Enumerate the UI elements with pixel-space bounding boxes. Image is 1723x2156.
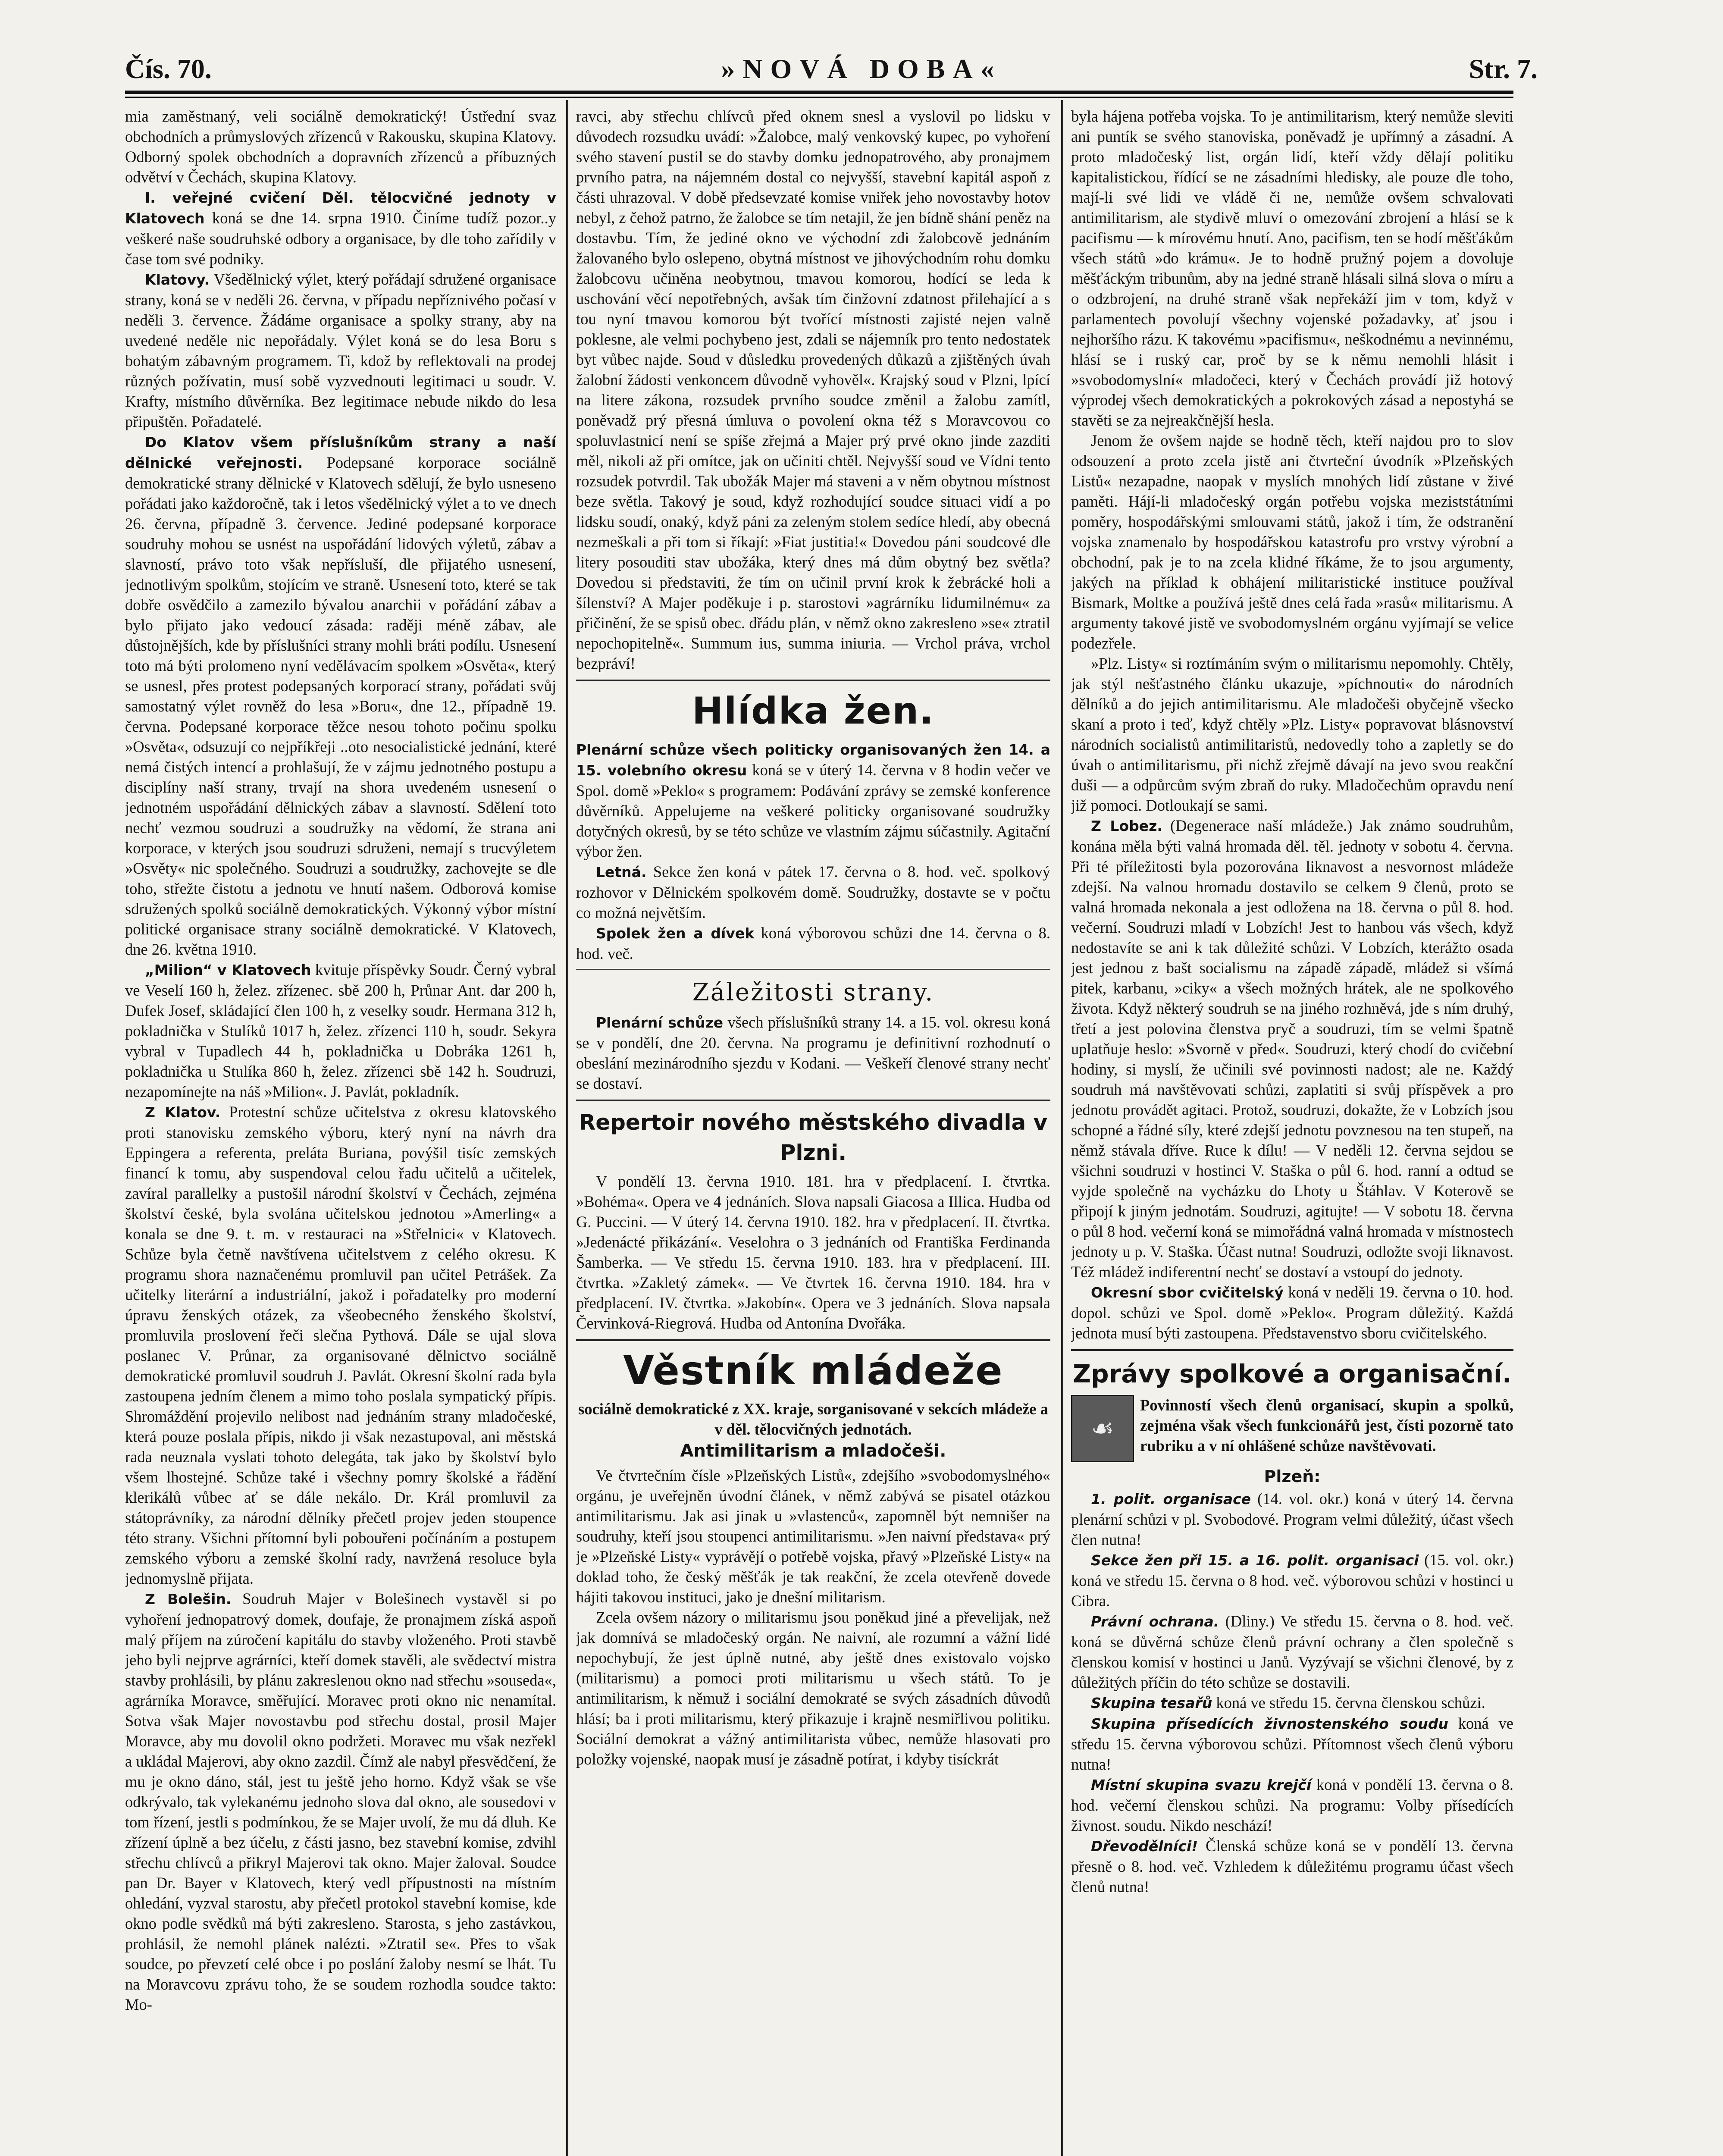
article-title-antimilitarism: Antimilitarism a mladočeši. (680, 1441, 946, 1461)
column-1 (125, 106, 556, 2156)
masthead-title: »NOVÁ DOBA« (721, 53, 1002, 84)
article-lead: Z Klatov. (145, 1104, 221, 1121)
hlidka-item-3-lead: Spolek žen a dívek (596, 925, 755, 942)
spolkove-item-text: koná ve středu 15. června výborovou schůzi. Přítomnost všech členů výboru nutna! (1071, 1714, 1513, 1773)
vestnik-subtitle: sociálně demokratické z XX. kraje, sorganisované v sekcích mládeže a v děl. tělocvičných jednotách. (578, 1400, 1048, 1438)
article-lead: Z Lobez. (1091, 818, 1162, 834)
article-paragraph (1071, 1282, 1513, 1343)
spolkove-item-lead: Dřevodělníci! (1091, 1838, 1198, 1855)
article-text: mia zaměstnaný, veli sociálně demokratický! Ústřední svaz obchodních a průmyslových zřízenců v Rakousku, skupina Klatovy. Odborný spolek obchodních a dopravních zřízenců a příbuzných odvětví v Čechách, skupina Klatovy. (125, 107, 556, 186)
spolkove-intro-block (1071, 1395, 1513, 1462)
article-paragraph (125, 187, 556, 269)
article-text: Všedělnický výlet, který pořádají sdružené organisace strany, koná se v neděli 26. června, v případu nepříznivého počasí v neděli 3. července. Žádáme organisace a spolky strany, aby na uvedené neděle nic nepořádaly. Výlet koná se do lesa Boru s bohatým zábavným programem. Ti, kdož by reflektovali na prodej různých požívatin, musí sobě vyzvednouti legitimaci u soudr. V. Krafty, místního důvěrníka. Bez legitimace nebude nikdo do lesa připuštěn. Pořadatelé. (125, 270, 556, 430)
zalezitosti-item (576, 1012, 1050, 1094)
hlidka-item-1-lead: Plenární schůze všech politicky organisovaných žen 14. a 15. volebního okresu (576, 741, 1050, 779)
article-text: ravci, aby střechu chlívců před oknem snesl a vyslovil po lidsku v důvodech rozsudku uvádí: »Žalobce, malý venkovský kupec, po vyhoření svého stavení pustil se do stavby domku jednopatrového, aby pronajmem prvního patra, na nájemném dostal co nejvyšší, stavební kapitál aspoň z části uhrazoval. V době předsevzaté komise vniřek jeho novostavby hotov nebyl, z čehož patrno, že žalobce se tím netajil, že jen bídně shání peněz na dostavbu. Tím, že jediné okno ve východní zdi žalobcově jednáním žalovaného bylo oslepeno, obytná místnost ve jihovýchodním rohu domku žalobcovu učiněna neobytnou, tmavou komorou, hodící se leda k uschování věcí nepotřebných, avšak tím činžovní zdatnost přilehající a s tou nyní tmavou komorou být tvořící místnosti zajisté nejen valně poklesne, ale velmi pochybeno jest, zdali se nájemník pro tento nedostatek byt vůbec najde. Soud v důsledku provedených důkazů a zjištěných úvah žalobní žádosti venkoncem důvodně vyhověl«. Krajský soud v Plzni, lpící na litere zákona, rozsudek prvního soudce změnil a žalobu zamítl, poněvadž prý přesná úmluva o povolení okna též s Moravcovou co spoluvlastnicí není se spíše zřejmá a Majer prý prvé okno jinde zazditi měl, nikoli až při omítce, jak on učiniti chtěl. Nejvyšší soud ve Vídni tento rozsudek potvrdil. Tak ubožák Majer má staveni a v něm obytnou místnost beze světla. Takový je soud, když rozhodující soudce situaci vidí a po lidsku soudí, onaký, když páni za zeleným stolem sedíce hledí, aby obecná nezmeškali a při tom si říkají: »Fiat justitia!« Dovedou páni soudcové dle litery posouditi stav ubožáka, který dnes má dům obytný bez světla? Dovedou si představiti, že tím on učinil první krok k žebrácké holi a šílenství? A Majer poděkuje i p. starostovi »agrárníku lidumilnému« za přičinění, že se spisů obec. dřádu plán, v němž okno zakresleno »se« ztratil nepochopitelně«. Summum ius, summa iniuria. — Vrchol práva, vrchol bezpráví! (576, 107, 1050, 672)
city-heading: Plzeň: (1264, 1467, 1321, 1486)
hlidka-item-3-text: koná výborovou schůzi dne 14. června o 8. hod. več. (576, 924, 1050, 962)
emblem-icon: ☙ (1091, 1413, 1114, 1444)
spolkove-item-text: koná v pondělí 13. června o 8. hod. večerní členskou schůzi. Na programu: Volby přísedících živnost. soudu. Nikdo neschází! (1071, 1776, 1513, 1834)
section-rule (1071, 1349, 1513, 1351)
article-lead: I. veřejné cvičení Děl. tělocvičné jednoty v Klatovech (125, 189, 556, 227)
spolkove-item-text: (Dliny.) Ve středu 15. června o 8. hod. več. koná se důvěrná schůze členů právní ochrany a člen společně s členskou komisí v hostinci u Janů. Vyzývají se všichni členové, by z důležitých příčin do této schůze se dostavili. (1071, 1612, 1513, 1691)
column-divider-1 (566, 100, 568, 2156)
page-number: Str. 7. (1469, 53, 1538, 84)
article-paragraph (576, 106, 1050, 674)
article-paragraph (125, 432, 556, 959)
article-text: koná se dne 14. srpna 1910. Činíme tudíž pozor..y veškeré naše soudruhské odbory a organisace, by dle toho zařídily v čase tom své podniky. (125, 209, 556, 268)
spolkove-item-text: (15. vol. okr.) koná ve středu 15. června o 8 hod. več. výborovou schůzi v hostinci u Cibra. (1071, 1551, 1513, 1610)
article-text: koná v neděli 19. června o 10. hod. dopol. schůzi ve Spol. domě »Peklo«. Program důležitý. Každá jednota musí býti zastoupena. Představenstvo sboru cvičitelského. (1071, 1283, 1513, 1342)
zalezitosti-lead: Plenární schůze (596, 1014, 724, 1031)
article-paragraph (1071, 106, 1513, 430)
hlidka-item-1-text: koná se v úterý 14. června v 8 hodin večer ve Spol. domě »Peklo« s programem: Podávání zprávy se zemské konference důvěrníků. Appelujeme na veškeré politicky organisované soudružky dotyčných okresů, by se této schůze ve vlastním zájmu súčastnily. Agitační výbor žen. (576, 761, 1050, 860)
spolkove-items (1071, 1489, 1513, 1897)
article-paragraph (125, 106, 556, 187)
article-paragraph (125, 1589, 556, 2015)
spolkove-item-text: Členská schůze koná se v pondělí 13. června přesně o 8. hod. več. Vzhledem k důležitému programu účast všech členů nutna! (1071, 1837, 1513, 1896)
hlidka-item-1 (576, 739, 1050, 862)
spolkove-item-lead: Skupina přísedících živnostenského soudu (1091, 1715, 1448, 1732)
section-rule (576, 680, 1050, 681)
article-text: Jenom že ovšem najde se hodně těch, kteří najdou pro to slov odsouzení a proto zcela jistě ani čtvrteční úvodník »Plzeňských Listů« nezapadne, naopak v myslích mnohých lidí zůstane v živé paměti. Hájí-li mladočeský orgán potřebu vojska meziststátními poměry, hospodářskými smlouvami států, jakož i tím, že odstranění vojska znamenalo by hospodářskou katastrofu pro vrstvy výrobní a obchodní, pak je to na zcela klidné říkáme, že to jsou argumenty, jakých na příklad k obhájení militaristické instituce používal Bismark, Moltke a používá ještě dnes celá řada »rasů« militarismu. A argumenty takové jistě ve svobodomyslném orgánu vyjímají se velice podezřele. (1071, 432, 1513, 652)
spolkove-intro: Povinností všech členů organisací, skupin a spolků, zejména však všech funkcionářů jest, čísti pozorně tato rubriku a v ní ohlášené schůze navštěvovati. (1140, 1396, 1513, 1454)
section-rule (576, 1100, 1050, 1101)
issue-number: Čís. 70. (125, 53, 212, 84)
article-paragraph (125, 1102, 556, 1589)
article-paragraph (1071, 815, 1513, 1282)
repertoir-text: V pondělí 13. června 1910. 181. hra v předplacení. I. čtvrtka. »Bohéma«. Opera ve 4 jednáních. Slova napsali Giacosa a Illica. Hudba od G. Puccini. — V úterý 14. června 1910. 182. hra v předplacení. II. čtvrtka. »Jedenácté přikázání«. Veselohra o 3 jednáních od Františka Ferdinanda Šamberka. — Ve středu 15. června 1910. 183. hra v předplacení. III. čtvrtka. »Zakletý zámek«. — Ve čtvrtek 16. června 1910. 184. hra v předplacení. IV. čtvrtka. »Jakobín«. Opera ve 3 jednáních. Slova napsala Červinková-Riegrová. Hudba od Antonína Dvořáka. (576, 1172, 1050, 1332)
zalezitosti-text: všech příslušníků strany 14. a 15. vol. okresu koná se v pondělí, dne 20. června. Na programu je definitivní rozhodnutí o obeslání mezinárodního sjezdu v Kodani. — Veškeří členové strany nechť se dostaví. (576, 1013, 1050, 1092)
article-text: Soudruh Majer v Bolešinech vystavěl si po vyhoření jednopatrový domek, doufaje, že pronajmem získá aspoň malý příjem na zúročení kapitálu do stavby vloženého. Proti stavbě jeho byli nejprve agrárníci, kteří domek stavěli, ale svědectví mistra stavby prohlásili, by plánu zakreslenou okno nad střechu »souseda«, agrárníka Moravce, směřující. Moravec proti okno nic nenamítal. Sotva však Majer novostavbu pod střechu dostal, prosil Majer Moravce, aby mu dovolil okno podržeti. Moravec mu však nezřekl a ukládal Majerovi, aby okno zazdil. Čímž ale nabyl přesvědčení, že mu je okno dáno, stál, jest tu ještě jeho horno. Když však se vše odkrývalo, tak vylekanému jednoho slova dal okno, ale sousedovi v tom řízení, jestli s podmínkou, že se Majer uvolí, že mu dá dluh. Ke zřízení úplně a bez účelu, z části jasno, bez stavební komise, zdvihl střechu chlívců a přikryl Majerovi tak okno. Majer žaloval. Soudce pan Dr. Bayer v Klatovech, který vedl přípustnosti na místním ohledání, vyzval starostu, aby přečetl protokol stavební komise, kde okno podle svědků má býti zakresleno. Starosta, s jeho zastávkou, prohlásil, že nemohl plánek nalézti. »Ztratil se«. Přes to však soudce, po převzetí celé obce i po poslání žaloby nesmí se lhát. Tu na Moravcovu zprávu toho, že se soudem rozhodla soudce takto: Mo- (125, 1590, 556, 2013)
spolkove-item (1071, 1836, 1513, 1897)
article-paragraph (1071, 430, 1513, 653)
emblem-image (1071, 1395, 1134, 1462)
section-heading-spolkove: Zprávy spolkové a organisační. (1073, 1359, 1512, 1388)
column-divider-2 (1061, 100, 1063, 2156)
vestnik-text-2: Zcela ovšem názory o militarismu jsou poněkud jiné a převelijak, než jak domnívá se mladočeský orgán. Ne naivní, ale rozumní a vážní lidé nepochybují, že jest úplně nutné, aby ještě dnes existovalo vojsko (militarismu) a pomoci proti militarismu u všech států. To je antimilitarism, k němuž i sociální demokraté se svých zásadních důvodů hlásí; ba i proti militarismu, který přikazuje i krajně nesmiřlivou politiku. Sociální demokrat a vážný antimilitarista vůbec, nemůže hlasovati pro položky vojenské, naopak musí je zásadně potírat, i kdyby tisíckrát (576, 1608, 1050, 1768)
hlidka-item-2 (576, 862, 1050, 923)
spolkove-item (1071, 1611, 1513, 1692)
article-text: kvituje příspěvky Soudr. Černý vybral ve Veselí 160 h, želez. zřízenec. sbě 200 h, Průnar Ant. dar 200 h, Dufek Josef, skládající člen 100 h, z veselky soudr. Hermana 312 h, pokladnička v Stulíků 1017 h, želez. zřízenci 110 h, soudr. Sekyra vybral v Tupadlech 44 h, pokladnička u Dobráka 1261 h, pokladnička u Stulíka 860 h, želez. zřízenci sbě 142 h. Soudruzi, nezapomínejte na náš »Milion«. J. Pavlát, pokladník. (125, 961, 556, 1100)
article-text: byla hájena potřeba vojska. To je antimilitarism, který nemůže sleviti ani puntík se svého stanoviska, poněvadž je upřímný a zásadní. A proto mladočeský list, orgán lidí, kteří vždy dělají politiku kapitalistickou, řídící se ne zásadními hledisky, ale pouze dle toho, mají-li své lidi ve vládě či ne, nemůže ovšem schvalovati antimilitarism, ale stydivě mluví o omezování zbrojení a hlásí se k pacifismu — k mírovému hnutí. Ano, pacifism, ten se hodí měšťákům všech států »do krámu«. Je to hodně pružný pojem a dovoluje měšťáckým tribunům, aby na jedné straně hlásali silná slova o míru a o odzbrojení, na druhé straně však nepřekáží jim v tom, když v parlamentech povolují všechny vojenské požadavky, ať jsou i nejhoršího rázu. K takovému »pacifismu«, neškodnému a nevinnému, hlásí se i ruský car, proč by se k němu nemohli hlásit i »svobodomyslní« mladočeci, který v Čechách provádí již hotový výprodej všech demokratických a pokrokových zásad a nepostyhá se stavěti se za nejreakčnější hesla. (1071, 107, 1513, 429)
section-rule (576, 1339, 1050, 1341)
spolkove-item (1071, 1774, 1513, 1836)
spolkove-item-lead: Místní skupina svazu krejčí (1091, 1777, 1312, 1793)
article-paragraph (1071, 653, 1513, 815)
header-rule-thick (125, 91, 1513, 94)
article-text: »Plz. Listy« si roztímáním svým o militarismu nepomohly. Chtěly, jak stýl nešťastného článku ukazuje, »píchnouti« do národních dělníků a do jejich antimilitarismu. Ale mladočeši obyčejně všecko skaní a proto i teď, když chtěly »Plz. Listy« popravovat blásnovství národních socialistů antimilitaristů, nedovedly toho a zapletly se do úvah o antimilitarismu, při nichž zřejmě dávají na jevo svou reakční duši — a odpůrcům svým zbraň do ruky. Mladočechům opravdu není již pomoci. Dotloukají se sami. (1071, 655, 1513, 814)
spolkove-item (1071, 1713, 1513, 1774)
spolkove-item-lead: Skupina tesařů (1091, 1695, 1212, 1711)
article-lead: Okresní sbor cvičitelský (1091, 1284, 1284, 1301)
article-paragraph (125, 269, 556, 432)
column-3-articles (1071, 106, 1513, 1343)
article-lead: Z Bolešin. (145, 1591, 232, 1608)
article-paragraph (125, 959, 556, 1102)
column-2 (576, 106, 1050, 2156)
column-3 (1071, 106, 1513, 2156)
spolkove-item (1071, 1550, 1513, 1611)
article-text: Protestní schůze učitelstva z okresu klatovského proti stanovisku zemského výboru, který nyní na návrh dra Eppingera a referenta, preláta Buriana, povýšil tisíc zemských financí k tomu, aby suspendoval celou řadu učitelů a učitelek, zavíral parallelky a pustošil národní školství v Čechách, zejména školství české, byla svolána učitelskou jednotou »Amerling« a konala se dne 9. t. m. v restauraci na »Střelnici« v Klatovech. Schůze byla četně navštívena učitelstvem z celého okresu. K programu shora naznačenému promluvil pan učitel Petrášek. Za učitelky literární a industriální, jakož i pořadatelky pro moderní úpravu ženských otázek, za všeobecného ženského školství, promluvila proslovení řeči slečna Pythová. Dále se ujal slova poslanec V. Průnar, za organisované dělnictvo sociálně demokratické promluvil soudruh J. Pavlát. Okresní školní rada byla zastoupena jedním členem a mimo toho poslala sympatický přípis. Shromáždění projevilo nelibost nad jednáním strany mladočeské, která pouze poslala přípis, nikdo ji však nezastupoval, ani městská rada neuznala vyslati tohoto delegáta, tak jako by školství bylo všem lhostejné. Schůze také i všechny pomry školské a řádění klerikálů vůbec ať se dále nekálo. Dr. Král promluvil za státoprávníky, za národní dělníky přečetl projev jeden stoupence této strany. Všichni přítomní byli pobouřeni počínáním a postupem zemského výboru a zemské školní rady, navržená resoluce byla jednomyslně přijata. (125, 1103, 556, 1587)
article-lead: Do Klatov všem příslušníkům strany a naší dělnické veřejnosti. (125, 434, 556, 471)
hlidka-item-3 (576, 923, 1050, 964)
section-heading-vestnik: Věstník mládeže (623, 1348, 1003, 1394)
spolkove-item-lead: 1. polit. organisace (1091, 1491, 1251, 1507)
hlidka-item-2-text: Sekce žen koná v pátek 17. června o 8. hod. več. spolkový rozhovor v Dělnickém spolkovém domě. Soudružky, dostavte se v počtu co možná největším. (576, 863, 1050, 921)
section-heading-zalezitosti: Záležitosti strany. (692, 978, 934, 1006)
spolkove-item-lead: Právní ochrana. (1091, 1613, 1219, 1630)
article-text: Podepsané korporace sociálně demokratické strany dělnické v Klatovech sdělují, že bylo usneseno pořádati jako každoročně, tak i letos všedělnický výlet a to ve dnech 26. června, případně 3. července. Jediné podepsané korporace soudruhy mohou se usnést na uspořádání lidových výletů, zábav a slavností, právo toto však nepřísluší, dle přijatého usnesení, jednotlivým spolkům, stojícím ve straně. Usnesení toto, které se tak dobře osvědčilo a zamezilo bývalou anarchii v pořádání zábav a bylo přijato jako vedoucí zásada: raději méně zábav, ale důstojnějších, kde by příslušníci strany mohli bráti podílu. Usnesení toto má býti prolomeno nyní vedělávacím spolkem »Osvěta«, který se usnesl, přes protest podepsaných korporací strany, pořádati svůj samostatný výlet rovněž do lesa »Boru«, dne 12., případně 19. června. Podepsané korporace těžce nesou tohoto počinu spolku »Osvěta«, odsuzují co nejpříkřeji ..oto nesocialistické jednání, které nemá čistých intencí a prohlašují, že v zájmu jednotného postupu a disciplíny naší strany, trvají na shora uvedeném usnesení o jednotném uspořádání dělnických zábav a slavností. Sdělení toto nechť vezmou soudruzi a soudružky na vědomí, že strana ani korporace, v kterých jsou soudruzi sdruženi, nemají s trucvýletem »Osvěty« nic společného. Soudruzi a soudružky, zachovejte se dle toho, střežte čistotu a jednotu ve hnutí našem. Odborová komise sdružených spolků sociálně demokratických. Výkonný výbor místní politické organisace strany sociálně demokratické. V Klatovech, dne 26. května 1910. (125, 454, 556, 958)
spolkove-item-lead: Sekce žen při 15. a 16. polit. organisaci (1091, 1552, 1419, 1569)
spolkove-item-text: koná ve středu 15. června členskou schůzi. (1216, 1694, 1485, 1711)
vestnik-text-1: Ve čtvrtečním čísle »Plzeňských Listů«, zdejšího »svobodomyslného« orgánu, je uveřejněn úvodní článek, v němž zabývá se pisatel otázkou antimilitarismu. Jak asi jinak u »vlastenců«, zapomněl být nemnišer na soudruhy, kteří jsou stoupenci antimilitarismu. »Jen naivní představa« prý je »Plzeňské Listy« vyprávějí o potřebě vojska, přavý »Plzeňské Listy« na doklad toho, že český měšťák je tak reakční, že zcela otevřeně dovede hájiti takovou instituci, jako je dnešní militarism. (576, 1467, 1050, 1606)
spolkove-item (1071, 1489, 1513, 1550)
article-text: (Degenerace naší mládeže.) Jak známo soudruhům, konána měla býti valná hromada děl. těl. jednoty v sobotu 4. června. Při té příležitosti byla pozorována liknavost a nesvornost mládeže zdejší. Na valnou hromadu dostavilo se celkem 9 členů, proto se valná hromada nekonala a jest odložena na 18. června o půl 8. hod. večerní. Soudruzi mladí v Lobzích! Jest to hanbou vás všech, když nedostavíte se ani k tak důležité schůzi. V Lobzích, kterážto osada jest jednou z bašt socialismu na západě západě, mládež si všímá pitek, karbanu, »ciky« a všech možných hrátek, ale ne spolkového života. Když některý soudruh se na jiného rozhněvá, jde s ním druhý, třetí a jest polovina členstva pryč a soudruzi, tím se velmi špatně uplatňuje heslo: »Svorně v před«. Soudruzi, který chodí do cvičební hodiny, si myslí, že učinili své povinnosti nadost; ale ne. Každý soudruh má navštěvovati schůzi, zaplatiti si svůj příspěvek a pro jednotu provádět agitaci. Protož, soudruzi, dokažte, že v Lobzích jsou schopné a řádné síly, které zdejší jednotu povznesou na ten stupeň, na němž stávala dříve. Ruce k dílu! — V neděli 12. června sejdou se všichni soudruzi v hostinci V. Staška o půl 6. hod. ranní a odtud se vyjde společně na vycházku do Lhoty u Štáhlav. V Koterově se připojí k jiným jednotám. Soudruzi, agitujte! — V sobotu 18. června o půl 8 hod. večerní koná se mimořádná valná hromada v místnostech jednoty u p. V. Staška. Účast nutna! Soudruzi, odložte svoji liknavost. Též mládež indiferentní nechť se dostaví a vstoupí do jednoty. (1071, 817, 1513, 1281)
spolkove-item-text: (14. vol. okr.) koná v úterý 14. června plenární schůzi v pl. Svobodové. Program velmi důležitý, účast všech člen nutna! (1071, 1490, 1513, 1548)
hlidka-item-2-lead: Letná. (596, 864, 647, 881)
header-rule-thin (125, 97, 1513, 98)
section-rule (576, 969, 1050, 970)
section-heading-repertoir: Repertoir nového městského divadla v Plzni. (579, 1110, 1048, 1165)
article-bolesin-continued (576, 106, 1050, 674)
article-lead: Klatovy. (145, 271, 210, 288)
article-lead: „Milion“ v Klatovech (145, 962, 311, 978)
section-heading-hlidka: Hlídka žen. (692, 689, 934, 733)
spolkove-item (1071, 1692, 1513, 1713)
